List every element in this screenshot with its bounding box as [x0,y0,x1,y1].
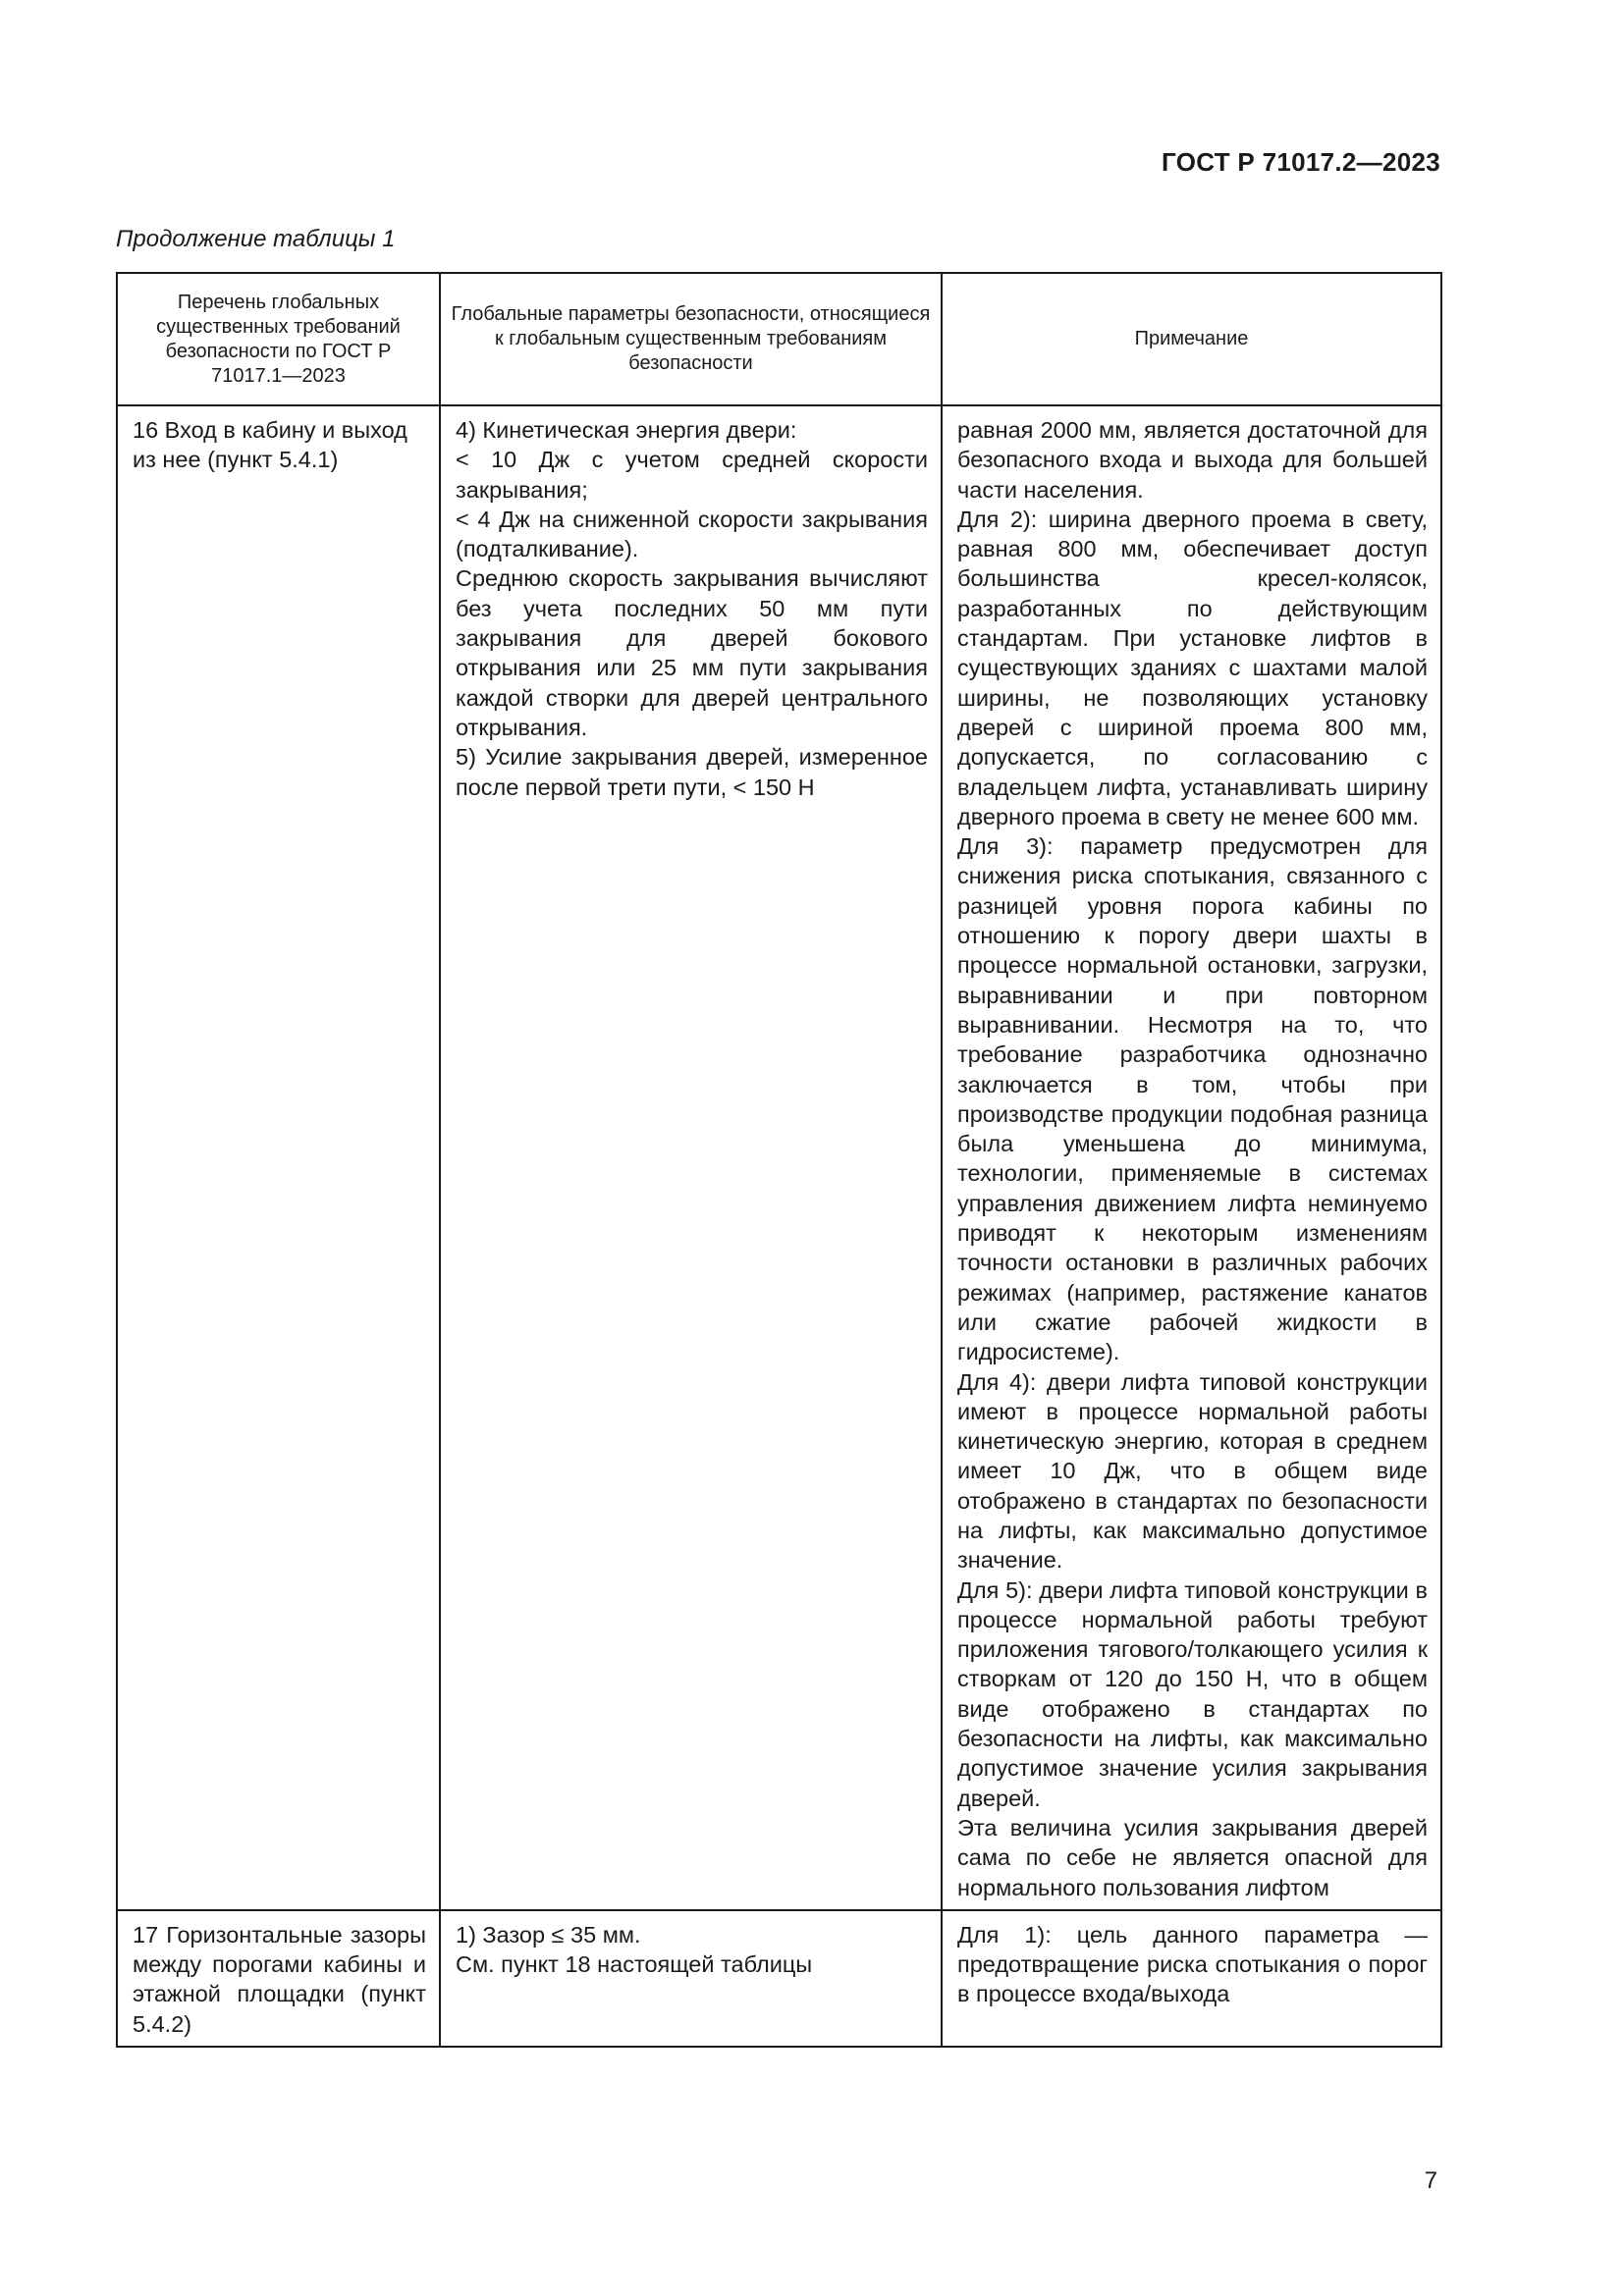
note-paragraph: Для 1): цель данного параметра — предотвращение риска спотыкания о порог в процессе входа/выхода [957,1921,1428,2007]
parameters-cell [440,1910,942,2047]
parameter-line: 1) Зазор ≤ 35 мм. [456,1921,641,1948]
table-row [117,405,1441,1910]
notes-cell [942,1910,1441,2047]
parameter-line: Среднюю скорость закрывания вычисляют без учета последних 50 мм пути закрывания для дверей бокового открывания или 25 мм пути закрывания каждой створки для дверей центрального открывания. [456,565,928,740]
column-header-requirements: Перечень глобальных существенных требований безопасности по ГОСТ Р 71017.1—2023 [117,273,440,405]
note-paragraph: Эта величина усилия закрывания дверей сама по себе не является опасной для нормального пользования лифтом [957,1814,1428,1900]
parameter-line: См. пункт 18 настоящей таблицы [456,1951,813,1978]
page-number: 7 [1424,2167,1437,2194]
note-paragraph: Для 5): двери лифта типовой конструкции в процессе нормальной работы требуют приложения тягового/толкающего усилия к створкам от 120 до 150 Н, что в общем виде отображено в стандартах по безопасности на лифты, как максимально допустимое значение усилия закрывания дверей. [957,1576,1428,1811]
notes-cell [942,405,1441,1910]
note-paragraph: Для 3): параметр предусмотрен для снижения риска спотыкания, связанного с разницей уровня порога кабины по отношению к порогу двери шахты в процессе нормальной остановки, загрузки, выравнивании и при повторном выравнивании. Несмотря на то, что требование разработчика однозначно заключается в том, чтобы при производстве продукции подобная разница была уменьшена до минимума, технологии, применяемые в системах управления движением лифта неминуемо приводят к некоторым изменениям точности остановки в различных рабочих режимах (например, растяжение канатов или сжатие рабочей жидкости в гидросистеме). [957,833,1428,1365]
requirement-cell: 17 Горизонтальные зазоры между порогами кабины и этажной площадки (пункт 5.4.2) [117,1910,440,2047]
note-paragraph: Для 4): двери лифта типовой конструкции имеют в процессе нормальной работы кинетическую энергию, которая в среднем имеет 10 Дж, что в общем виде отображено в стандартах по безопасности на лифты, как максимально допустимое значение. [957,1368,1428,1574]
note-paragraph: Для 2): ширина дверного проема в свету, равная 800 мм, обеспечивает доступ большинства кресел-колясок, разработанных по действующим стандартам. При установке лифтов в существующих зданиях с шахтами малой ширины, не позволяющих установку дверей с шириной проема 800 мм, допускается, по согласованию с владельцем лифта, устанавливать ширину дверного проема в свету не менее 600 мм. [957,506,1428,829]
requirement-cell: 16 Вход в кабину и выход из нее (пункт 5.4.1) [117,405,440,1910]
table-header-row [117,273,1441,405]
column-header-notes: Примечание [942,273,1441,405]
document-code: ГОСТ Р 71017.2—2023 [1162,147,1440,177]
table-caption: Продолжение таблицы 1 [116,226,396,252]
parameter-line: < 10 Дж с учетом средней скорости закрывания; [456,447,928,503]
parameters-cell [440,405,942,1910]
parameter-line: 5) Усилие закрывания дверей, измеренное после первой трети пути, < 150 Н [456,744,928,800]
column-header-parameters: Глобальные параметры безопасности, относящиеся к глобальным существенным требованиям безопасности [440,273,942,405]
table-row [117,1910,1441,2047]
requirements-table [116,272,1442,2048]
parameter-line: < 4 Дж на сниженной скорости закрывания (подталкивание). [456,506,928,562]
parameter-line: 4) Кинетическая энергия двери: [456,417,797,443]
note-paragraph: равная 2000 мм, является достаточной для безопасного входа и выхода для большей части населения. [957,417,1428,503]
